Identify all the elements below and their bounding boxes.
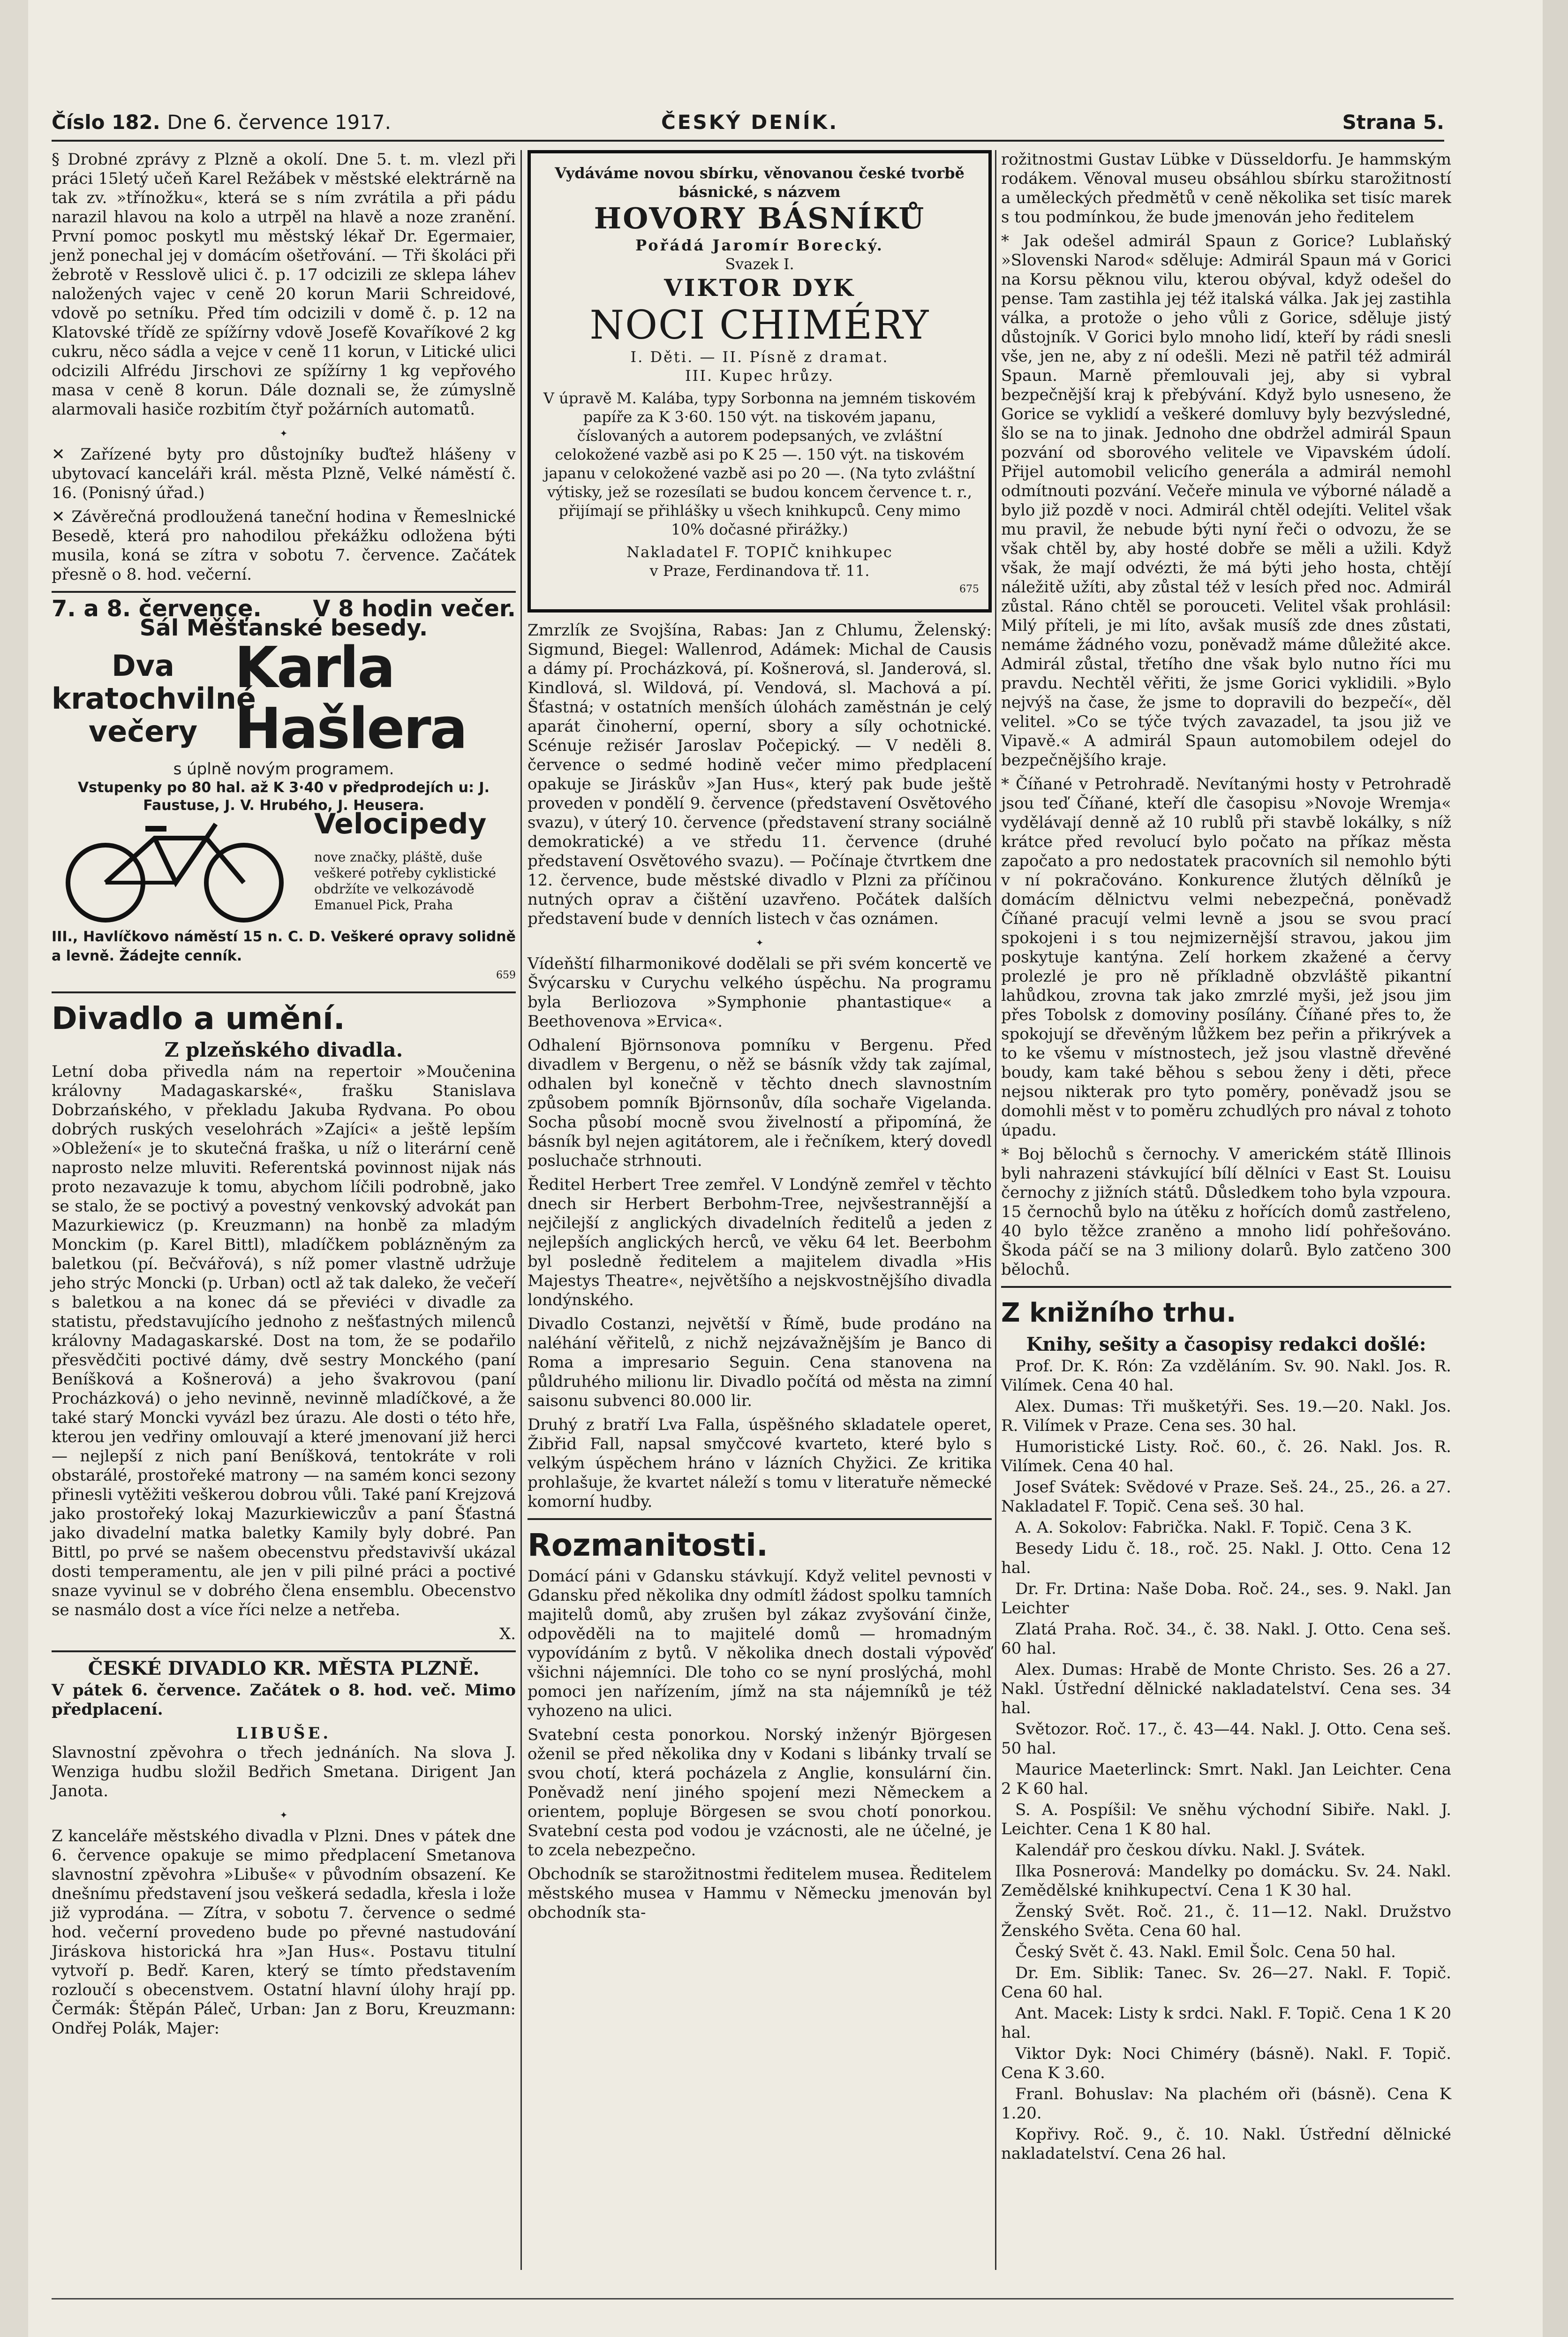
news-paragraph: ✕ Závěrečná prodloužená taneční hodina v Řemeslnické Besedě, která pro nahodilou překážku odložena býti musila, koná se zítra v sobotu 7. července. Začátek přesně o 8. hod. večerní. <box>52 507 516 584</box>
series-title: HOVORY BÁSNÍKŮ <box>594 201 926 235</box>
book-list-item: Prof. Dr. K. Rón: Za vzděláním. Sv. 90. Nakl. Jos. R. Vilímek. Cena 40 hal. <box>1001 1357 1451 1395</box>
book-list-item: Kalendář pro českou dívku. Nakl. J. Svátek. <box>1015 1841 1365 1860</box>
article-text: Obchodník se starožitnostmi ředitelem musea. Ředitelem městského musea v Hammu v Německu jmenován byl obchodník sta- <box>528 1865 992 1922</box>
book-list-item: Josef Svátek: Svědové v Praze. Seš. 24., 25., 26. a 27. Nakladatel F. Topič. Cena seš. 30 hal. <box>1001 1478 1451 1516</box>
article-text: Zmrzlík ze Svojšína, Rabas: Jan z Chlumu, Želenský: Sigmund, Biegel: Wallenrod, Adámek: Michal de Causis a dámy pí. Procházková, pí. Košnerová, sl. Janderová, sl. Kindlová, sl. Wildová, pí. Vendová, sl. Machová a pí. Šťastná; v ostatních menších úlohách zaměstnán je celý aparát činoherní, operní, sbory a síly ochotnické. Scénuje režisér Jaroslav Počepický. — V neděli 8. července o sedmé hodině večer mimo předplacení opakuje se Jiráskův »Jan Hus«, který pak bude ještě proveden v pondělí 9. července (představení Osvětového svazu), v úterý 10. července (představení strany sociálně demokratické) a ve středu 11. července (druhé představení Osvětového svazu). — Počínaje čtvrtkem dne 12. července, bude městské divadlo v Plzni za příčinou nutných oprav a čištění uzavřeno. Počátek dalších představení bude v denních listech v čas oznámen. <box>528 621 992 928</box>
article-text: * Boj bělochů s černochy. V americkém státě Illinois byli nahrazeni stávkující bílí dělníci v East St. Louisu černochy z jižních států. Důsledkem toho byla vzpoura. 15 černochů bylo na útěku z hořících domů zastřeleno, 40 bylo těžce zraněno a mnoho lidí pohřešováno. Škoda páčí se na 3 miliony dolarů. Bylo zatčeno 300 bělochů. <box>1001 1145 1451 1279</box>
article-text: Vídeňští filharmonikové dodělali se při svém koncertě ve Švýcarsku v Curychu velkého úspěchu. Na programu byla Berliozova »Symphonie phantastique« a Beethovenova »Ervica«. <box>528 954 992 1031</box>
concert-ad: 7. a 8. července. V 8 hodin večer. Sál Měšťanské besedy. Dva kratochvilné večery Karla Hašlera s úplně novým programem. Vstupenky po 80 hal. až K 3·40 v předprodejích u: J. Faustuse, J. V. Hrubého, J. Heusera. <box>52 596 516 814</box>
column-2: Vydáváme novou sbírku, věnovanou české tvorbě básnické, s názvem HOVORY BÁSNÍKŮ Pořádá Jaromír Borecký. Svazek I. VIKTOR DYK NOCI CHIMÉRY I. Děti. — II. Písně z dramat. III. Kupec hrůzy. V úpravě M. Kalába, typy Sorbonna na jemném tiskovém papíře za K 3·60. 150 výt. na tiskovém japanu, číslovaných a autorem podepsaných, ve zvláštní celokožené vazbě asi po K 25 —. 150 výt. na tiskovém japanu v celokožené vazbě asi po 20 —. (Na tyto zvláštní výtisky, jež se rozesílati se budou koncem července t. r., přijímají se přihlášky u všech knihkupců. Ceny mimo 10% dočasné přirážky.) Nakladatel F. TOPIČ knihkupec v Praze, Ferdinandova tř. 11. 675 Zmrzlík ze Svojšína, Rabas: Jan z Chlumu, Želenský: Sigmund, Biegel: Wallenrod, Adámek: Michal de Causis a dámy pí. Procházková, pí. Košnerová, sl. Janderová, sl. Kindlová, sl. Wildová, pí. Vendová, sl. Machová a pí. Šťastná; v ostatních menších úlohách zaměstnán je celý aparát činoherní, operní, sbory a síly ochotnické. Scénuje režisér Jaroslav Počepický. — V neděli 8. července o sedmé hodině večer mimo předplacení opakuje se Jiráskův »Jan Hus«, který pak bude ještě proveden v pondělí 9. července (představení Osvětového svazu), v úterý 10. července (představení strany sociálně demokratické) a ve středu 11. července (druhé představení Osvětového svazu). — Počínaje čtvrtkem dne 12. července, bude městské divadlo v Plzni za příčinou nutných oprav a čištění uzavřeno. Počátek dalších představení bude v denních listech v čas oznámen. ✦ Vídeňští filharmonikové dodělali se při svém koncertě ve Švýcarsku v Curychu velkého úspěchu. Na programu byla Berliozova »Symphonie phantastique« a Beethovenova »Ervica«. Odhalení Björnsonova pomníku v Bergenu. Před divadlem v Bergenu, o něž se básník vždy tak zajímal, odhalen byl konečně v těchto dnech slavnostním způsobem pomník Björnsonův, díla sochaře Vigelanda. Socha působí mocně svou živelností a připomíná, že básník byl nejen agitátorem, ale i řečníkem, který dovedl posluchače strhnouti. Ředitel Herbert Tree zemřel. V Londýně zemřel v těchto dnech sir Herbert Berbohm-Tree, nejvšestrannější a nejčilejší z anglických divadelních ředitelů a jeden z nejlepších anglických herců, ve věku 64 let. Beerbohm byl posledně ředitelem a majitelem divadla »His Majestys Theatre«, největšího a nejskvostnějšího divadla londýnského. Divadlo Costanzi, největší v Římě, bude prodáno na naléhání věřitelů, z nichž nejzávažnějším je Banco di Roma a impresario Seguin. Cena stanovena na půldruhého milionu lir. Divadlo počítá od města na zimní saisonu subvenci 80.000 lir. Druhý z bratří Lva Falla, úspěšného skladatele operet, Žibřid Fall, napsal smyčcové kvarteto, které bylo s velkým úspěchem hráno v lázních Chyžici. Ze kritika prohlašuje, že kvartet náleží s tomu v literatuře německé komorní hudby. Rozmanitosti. Domácí páni v Gdansku stávkují. Když velitel pevnosti v Gdansku před několika dny odmítl žádost spolku tamních majitelů domů, aby zrušen byl zákaz zvyšování činže, odpověděli na to majitelé domů — hromadným vypovídáním z bytů. V několika dnech dostali výpověď všichni nájemníci. Dle toho co se nyní proslýchá, mohl pomoci jen nařízením, jímž na sta nájemníků je též vyhozeno na ulici. Svatební cesta ponorkou. Norský inženýr Björgesen oženil se před několika dny v Kodani s libánky trvalí se svou chotí, která pocházela z Anglie, konsulární čin. Poněvadž není jiného spojení mezi Německem a orientem, popluje Börgesen se svou chotí ponorkou. Svatební cesta pod vodou je vzácnosti, ale ne účelné, je to zcela nebezpečno. Obchodník se starožitnostmi ředitelem musea. Ředitelem městského musea v Hammu v Německu jmenován byl obchodník sta- <box>528 150 992 1927</box>
subsection-title: Z plzeňského divadla. <box>164 1038 403 1061</box>
book-list-item: Ant. Macek: Listy k srdci. Nakl. F. Topič. Cena 1 K 20 hal. <box>1001 2004 1451 2042</box>
book-list-item: Alex. Dumas: Hrabě de Monte Christo. Ses. 26 a 27. Nakl. Ústřední dělnické nakladatelství. Cena ses. 34 hal. <box>1001 1660 1451 1717</box>
section-title: Rozmanitosti. <box>528 1527 768 1563</box>
header-page-number: Strana 5. <box>1342 111 1444 134</box>
column-rule <box>995 150 996 2270</box>
book-list <box>1001 1357 1451 2163</box>
header-paper-title: ČESKÝ DENÍK. <box>661 111 839 134</box>
book-ad: Vydáváme novou sbírku, věnovanou české tvorbě básnické, s názvem HOVORY BÁSNÍKŮ Pořádá Jaromír Borecký. Svazek I. VIKTOR DYK NOCI CHIMÉRY I. Děti. — II. Písně z dramat. III. Kupec hrůzy. V úpravě M. Kalába, typy Sorbonna na jemném tiskovém papíře za K 3·60. 150 výt. na tiskovém japanu, číslovaných a autorem podepsaných, ve zvláštní celokožené vazbě asi po K 25 —. 150 výt. na tiskovém japanu v celokožené vazbě asi po 20 —. (Na tyto zvláštní výtisky, jež se rozesílati se budou koncem července t. r., přijímají se přihlášky u všech knihkupců. Ceny mimo 10% dočasné přirážky.) Nakladatel F. TOPIČ knihkupec v Praze, Ferdinandova tř. 11. 675 <box>528 150 992 613</box>
article-text: Letní doba přivedla nám na repertoir »Moučenina královny Madagaskarské«, frašku Stanislava Dobrzańského, v překladu Jakuba Rydvana. Po obou dobrých ruských veselohrách »Zajíci« a ještě lepším »Obležení« je to skutečná fraška, u níž o literární ceně naprosto nelze mluviti. Referentská povinnost nijak nás proto nezavazuje k tomu, abychom líčili podrobně, jako se stalo, že se poctivý a povestný venkovský advokát pan Mazurkiewicz (p. Kreuzmann) na honbě za mladým Monckim (p. Karel Bittl), mladíčkem poblázněným za baletkou (pí. Bečvářová), s níž pomer vlastně udržuje jeho strýc Moncki (p. Urban) octl až tak daleko, že večeří s baletkou a na konec dá se převiéci v divadle za statistu, představujícího jednoho z nešťastných milenců královny Madagaskarské. Dost na tom, že se podařilo přesvědčiti poctivé dámy, dvě sestry Monckého (paní Beníšková a Košnerová) a jeho švakrovou (paní Procházková) o jeho nevinně, nevinně mladíčkové, a že také starý Moncki vyvázl bez úrazu. Ale dosti o této hře, kterou jen vedřiny omlouvají a které jmenovaní již herci — nejlepší z nich paní Beníšková, tentokráte v roli obstarálé, prostořeké matrony — na samém konci sezony přinesli vytěžiti veškerou dobrou vůli. Také paní Krejzová jako prostořeký lokaj Mazurkiewiczův a paní Šťastná jako divadelní matka baletky Kamily byly dobré. Pan Bittl, po prvé se našem obecenstvu představivší ukázal dosti temperamentu, ale jen v pili pilné práci a poctivé snaze vyvinul se v dobrého člena ensemblu. Obecenstvo se nasmálo dost a více říci nelze a netřeba. <box>52 1062 516 1619</box>
subsection-title: Knihy, sešity a časopisy redakci došlé: <box>1026 1333 1426 1355</box>
book-list-item: Světozor. Roč. 17., č. 43—44. Nakl. J. Otto. Cena seš. 50 hal. <box>1001 1720 1451 1758</box>
page-footer-rule <box>52 2298 1454 2299</box>
section-title: Divadlo a umění. <box>52 1000 345 1036</box>
article-text: * Číňané v Petrohradě. Nevítanými hosty v Petrohradě jsou teď Číňané, kteří dle časopisu »Novoje Wremja« vydělávají denně až 10 rublů při stavbě lokálky, s níž krátce před revolucí bylo počato na příkaz města započato a pro nedostatek pracovních sil nemohlo býti v ní pokračováno. Konkurence žlutých dělníků je domácím dělnictvu velmi nebezpečná, poněvadž Číňané pracují velmi levně a jsou se svou prací spokojeni i s tou nejmizernější stravou, jakou jim poskytuje kantýna. Zelí horkem zkažené a červy prolezlé je pro ně příkladně obzvláště pikantní lahůdkou, zrovna tak jako zmrzlé myši, jež jsou jim přes Tobolsk z domoviny posílány. Číňané přes to, že spokojují se dřevěným lůžkem bez peřin a přikrývek a to ke všemu v místnostech, jež jsou vlastně dřevěné boudy, kam také běhou s sebou ženy i děti, přece nejsou nikterak pro tyto poměry, poněvadž jsou se domohli měst v to poměru zchudlých pro nával z tohoto úpadu. <box>1001 775 1451 1140</box>
article-text: Z kanceláře městského divadla v Plzni. Dnes v pátek dne 6. července opakuje se mimo předplacení Smetanova slavnostní zpěvohra »Libuše« v původním obsazení. Ke dnešnímu představení jsou veškerá sedadla, křesla i lože již vyprodána. — Zítra, v sobotu 7. července o sedmé hod. večerní provedeno bude po převné nastudování Jiráskova historická hra »Jan Hus«. Postavu titulní vytvoří p. Bedř. Karen, který se tímto představením rozloučí s obecenstvem. Ostatní hlavní úlohy hrají pp. Čermák: Štěpán Páleč, Urban: Jan z Boru, Kreuzmann: Ondřej Polák, Majer: <box>52 1827 516 2038</box>
book-list-item: Humoristické Listy. Roč. 60., č. 26. Nakl. Jos. R. Vilímek. Cena 40 hal. <box>1001 1437 1451 1475</box>
book-list-item: S. A. Pospíšil: Ve sněhu východní Sibiře. Nakl. J. Leichter. Cena 1 K 80 hal. <box>1001 1800 1451 1838</box>
book-list-item: Dr. Fr. Drtina: Naše Doba. Roč. 24., ses. 9. Nakl. Jan Leichter <box>1001 1580 1451 1618</box>
bicycle-icon <box>52 815 300 923</box>
header-issue-date: Číslo 182. Dne 6. července 1917. <box>52 111 391 134</box>
book-list-item: Ženský Svět. Roč. 21., č. 11—12. Nakl. Družstvo Ženského Světa. Cena 60 hal. <box>1001 1902 1451 1940</box>
book-list-item: Viktor Dyk: Noci Chiméry (básně). Nakl. F. Topič. Cena K 3.60. <box>1001 2044 1451 2082</box>
section-title: Z knižního trhu. <box>1001 1298 1236 1328</box>
book-list-item: Ilka Posnerová: Mandelky po domácku. Sv. 24. Nakl. Zemědělské knihkupectví. Cena 1 K 30 hal. <box>1001 1862 1451 1900</box>
article-text: Ředitel Herbert Tree zemřel. V Londýně zemřel v těchto dnech sir Herbert Berbohm-Tree, nejvšestrannější a nejčilejší z anglických divadelních ředitelů a jeden z nejlepších anglických herců, ve věku 64 let. Beerbohm byl posledně ředitelem a majitelem divadla »His Majestys Theatre«, největšího a nejskvostnějšího divadla londýnského. <box>528 1175 992 1309</box>
page-edge-right <box>1543 0 1568 2337</box>
book-list-item: A. A. Sokolov: Fabrička. Nakl. F. Topič. Cena 3 K. <box>1015 1518 1412 1537</box>
news-paragraph: ✕ Zařízené byty pro důstojníky buďtež hlášeny v ubytovací kanceláři král. města Plzně, Velké náměstí č. 16. (Ponisný úřad.) <box>52 445 516 502</box>
column-1: § Drobné zprávy z Plzně a okolí. Dne 5. t. m. vlezl při práci 15letý učeň Karel Režábek v městské elektrárně na tak zv. »třínožku«, která se s ním zvrátila a při pádu narazil hlavou na kolo a utrpěl na hlavě a noze zranění. První pomoc poskytl mu městský lékař Dr. Egermaier, jenž ponechal jej v domácím ošetřování. — Tři školáci při žebrotě v Resslově ulici č. p. 17 odcizili ze sklepa láhev naložených vajec v ceně 20 korun Marii Schreidové, vdově po setníku. Před tím odcizili v domě č. p. 12 na Klatovské třídě ze spížírny vdově Josefě Kovaříkové 2 kg cukru, něco sádla a vejce v ceně 11 korun, v Litické ulici odcizili Alfrédu Jirschovi ze spížírny 1 kg vepřového masa v ceně 8 korun. Dále doznali se, že zúmyslně alarmovali hasiče rozbitím čtyř požárních automatů. ✦ ✕ Zařízené byty pro důstojníky buďtež hlášeny v ubytovací kanceláři král. města Plzně, Velké náměstí č. 16. (Ponisný úřad.) ✕ Závěrečná prodloužená taneční hodina v Řemeslnické Besedě, která pro nahodilou překážku odložena býti musila, koná se zítra v sobotu 7. července. Začátek přesně o 8. hod. večerní. 7. a 8. července. V 8 hodin večer. Sál Měšťanské besedy. Dva kratochvilné večery Karla Hašlera s úplně novým programem. Vstupenky po 80 hal. až K 3·40 v předprodejích u: J. Faustuse, J. V. Hrubého, J. Heusera. Velocipedy nove značky, pláště, duše veškeré potřeby cyklistické obdržíte ve velkozávodě Emanuel Pick, Praha III., Havlíčkovo náměstí 15 n. C. D. Veškeré opravy solidně a levně. Žádejte cenník. 659 Divadlo a umění. Z plzeňského divadla. Letní doba přivedla nám na repertoir »Moučenina královny Madagaskarské«, frašku Stanislava Dobrzańského, v překladu Jakuba Rydvana. Po obou dobrých ruských veselohrách »Zajíci« a ještě lepším »Obležení« je to skutečná fraška, u níž o literární ceně naprosto nelze mluviti. Referentská povinnost nijak nás proto nezavazuje k tomu, abychom líčili podrobně, jako se stalo, že se poctivý a povestný venkovský advokát pan Mazurkiewicz (p. Kreuzmann) na honbě za mladým Monckim (p. Karel Bittl), mladíčkem poblázněným za baletkou (pí. Bečvářová), s níž pomer vlastně udržuje jeho strýc Moncki (p. Urban) octl až tak daleko, že večeří s baletkou a na konec dá se převiéci v divadle za statistu, představujícího jednoho z nešťastných milenců královny Madagaskarské. Dost na tom, že se podařilo přesvědčiti poctivé dámy, dvě sestry Monckého (paní Beníšková a Košnerová) a jeho švakrovou (paní Procházková) o jeho nevinně, nevinně mladíčkové, a že také starý Moncki vyvázl bez úrazu. Ale dosti o této hře, kterou jen vedřiny omlouvají a které jmenovaní již herci — nejlepší z nich paní Beníšková, tentokráte v roli obstarálé, prostořeké matrony — na samém konci sezony přinesli vytěžiti veškerou dobrou vůli. Také paní Krejzová jako prostořeký lokaj Mazurkiewiczův a paní Šťastná jako divadelní matka baletky Kamily byly dobré. Pan Bittl, po prvé se našem obecenstvu představivší ukázal dosti temperamentu, ale jen v pili pilné práci a poctivé snaze vyvinul se v dobrého člena ensemblu. Obecenstvo se nasmálo dost a více říci nelze a netřeba. X. ČESKÉ DIVADLO KR. MĚSTA PLZNĚ. V pátek 6. července. Začátek o 8. hod. več. Mimo předplacení. LIBUŠE. Slavnostní zpěvohra o třech jednáních. Na slova J. Wenziga hudbu složil Bedřich Smetana. Dirigent Jan Janota. ✦ Z kanceláře městského divadla v Plzni. Dnes v pátek dne 6. července opakuje se mimo předplacení Smetanova slavnostní zpěvohra »Libuše« v původním obsazení. Ke dnešnímu představení jsou veškerá sedadla, křesla i lože již vyprodána. — Zítra, v sobotu 7. července o sedmé hod. večerní provedeno bude po převné nastudování Jiráskova historická hra »Jan Hus«. Postavu titulní vytvoří p. Bedř. Karen, který se tímto představením rozloučí s obecenstvem. Ostatní hlavní úlohy hrají pp. Čermák: Štěpán Páleč, Urban: Jan z Boru, Kreuzmann: Ondřej Polák, Majer: <box>52 150 516 2038</box>
page-header <box>52 107 1444 142</box>
book-list-item: Český Svět č. 43. Nakl. Emil Šolc. Cena 50 hal. <box>1015 1943 1396 1961</box>
article-text: rožitnostmi Gustav Lübke v Düsseldorfu. Je hammským rodákem. Věnoval museu obsáhlou sbírku starožitností a uměleckých předmětů v ceně několika set tisíc marek s tou podmínkou, že bude jmenován jeho ředitelem <box>1001 150 1451 227</box>
book-list-item: Franl. Bohuslav: Na plachém oři (básně). Cena K 1.20. <box>1001 2085 1451 2123</box>
article-text: Divadlo Costanzi, největší v Římě, bude prodáno na naléhání věřitelů, z nichž nejzávažnějším je Banco di Roma a impresario Seguin. Cena stanovena na půldruhého milionu lir. Divadlo počítá od města na zimní saisonu subvenci 80.000 lir. <box>528 1315 992 1410</box>
theatre-heading: ČESKÉ DIVADLO KR. MĚSTA PLZNĚ. <box>88 1657 480 1679</box>
book-list-item: Maurice Maeterlinck: Smrt. Nakl. Jan Leichter. Cena 2 K 60 hal. <box>1001 1760 1451 1798</box>
book-list-item: Alex. Dumas: Tři mušketýři. Ses. 19.—20. Nakl. Jos. R. Vilímek v Praze. Cena ses. 30 hal. <box>1001 1397 1451 1435</box>
book-list-item: Kopřivy. Roč. 9., č. 10. Nakl. Ústřední dělnické nakladatelství. Cena 26 hal. <box>1001 2125 1451 2163</box>
article-text: Odhalení Björnsonova pomníku v Bergenu. Před divadlem v Bergenu, o něž se básník vždy tak zajímal, odhalen byl konečně v těchto dnech slavnostním způsobem pomník Björnsonův, díla sochaře Vigelanda. Socha působí mocně svou živelností a připomíná, že básník byl nejen agitátorem, ale i řečníkem, který dovedl posluchače strhnouti. <box>528 1036 992 1170</box>
article-text: Svatební cesta ponorkou. Norský inženýr Björgesen oženil se před několika dny v Kodani s libánky trvalí se svou chotí, která pocházela z Anglie, konsulární čin. Poněvadž není jiného spojení mezi Německem a orientem, popluje Börgesen se svou chotí ponorkou. Svatební cesta pod vodou je vzácnosti, ale ne účelné, je to zcela nebezpečno. <box>528 1725 992 1860</box>
bicycle-ad: Velocipedy nove značky, pláště, duše veškeré potřeby cyklistické obdržíte ve velkozávodě Emanuel Pick, Praha <box>52 815 516 927</box>
article-text: Druhý z bratří Lva Falla, úspěšného skladatele operet, Žibřid Fall, napsal smyčcové kvarteto, které bylo s velkým úspěchem hráno v lázních Chyžici. Ze kritika prohlašuje, že kvartet náleží s tomu v literatuře německé komorní hudby. <box>528 1415 992 1511</box>
book-list-item: Besedy Lidu č. 18., roč. 25. Nakl. J. Otto. Cena 12 hal. <box>1001 1539 1451 1577</box>
book-list-item: Dr. Em. Siblik: Tanec. Sv. 26—27. Nakl. F. Topič. Cena 60 hal. <box>1001 1964 1451 2002</box>
article-text: * Jak odešel admirál Spaun z Gorice? Lublaňský »Slovenski Narod« sděluje: Admirál Spaun má v Gorici na Korsu pěknou vilu, kterou obýval, když odešel do pense. Tam zastihla jej též italská válka. Jak jej zastihla válka, a protože o jeho vůli z Gorice, sděluje jistý důstojník. V Gorici bylo mnoho lidí, kteří by rádi snesli vše, jen ne, aby z ní odešli. Mezi ně patřil též admirál Spaun. Marně přemlouvali jej, aby si vybral bezpečnější kraj k přebývání. Když bylo usneseno, že Gorice se vyklidí a veškeré domluvy byly bezvýsledné, šlo se na to jinak. Jednoho dne obdržel admirál Spaun pozvání od sborového velitele ve Vipavském údolí. Přijel automobil velicího generála a admirál nemohl odmítnouti pozvání. Večeře minula ve výborné náladě a bylo již pozdě v noci. Admirál chtěl odejíti. Velitel však mu pravil, že nebude býti nyní řeči o odvozu, že se však chtěl by, aby hosté dobře se měli a užili. Když však, že mají odvézti, že má býti jeho hosta, chtějí náležitě užíti, aby zůstal též v lesích před noc. Admirál zůstal. Ráno chtěl se porouceti. Velitel však prohlásil: Milý příteli, je mi líto, avšak musíš zde dnes zůstati, nemáme žádného vozu, poněvadž máme důležité akce. Admirál zůstal, třetího dne však bylo nutno říci mu pravdu. Nechtěl věřiti, že jsme Gorici vyklidili. »Bylo nejvýš na čase, že jsme to dopravili do bezpečí«, děl velitel. »Co se týče tvých zavazadel, ta jsou již ve Vipavě.« A admirál Spaun automobilem odejel do bezpečnějšího kraje. <box>1001 232 1451 770</box>
book-list-item: Zlatá Praha. Roč. 34., č. 38. Nakl. J. Otto. Cena seš. 60 hal. <box>1001 1620 1451 1658</box>
column-rule <box>520 150 522 2270</box>
book-title: NOCI CHIMÉRY <box>589 302 930 348</box>
news-paragraph: § Drobné zprávy z Plzně a okolí. Dne 5. t. m. vlezl při práci 15letý učeň Karel Režábek v městské elektrárně na tak zv. »třínožku«, která se s ním zvrátila a při pádu narazil hlavou na kolo a utrpěl na hlavě a noze zranění. První pomoc poskytl mu městský lékař Dr. Egermaier, jenž ponechal jej v domácím ošetřování. — Tři školáci při žebrotě v Resslově ulici č. p. 17 odcizili ze sklepa láhev naložených vajec v ceně 20 korun Marii Schreidové, vdově po setníku. Před tím odcizili v domě č. p. 12 na Klatovské třídě ze spížírny vdově Josefě Kovaříkové 2 kg cukru, něco sádla a vejce v ceně 11 korun, v Litické ulici odcizili Alfrédu Jirschovi ze spížírny 1 kg vepřového masa v ceně 8 korun. Dále doznali se, že zúmyslně alarmovali hasiče rozbitím čtyř požárních automatů. <box>52 150 516 419</box>
column-3 <box>1001 150 1451 2165</box>
article-text: Domácí páni v Gdansku stávkují. Když velitel pevnosti v Gdansku před několika dny odmítl žádost spolku tamních majitelů domů, aby zrušen byl zákaz zvyšování činže, odpověděli na to majitelé domů — hromadným vypovídáním z bytů. V několika dnech dostali výpověď všichni nájemníci. Dle toho co se nyní proslýchá, mohl pomoci jen nařízením, jímž na sta nájemníků je též vyhozeno na ulici. <box>528 1567 992 1720</box>
page-edge-left <box>0 0 28 2337</box>
performer-name: Karla Hašlera <box>234 635 467 762</box>
